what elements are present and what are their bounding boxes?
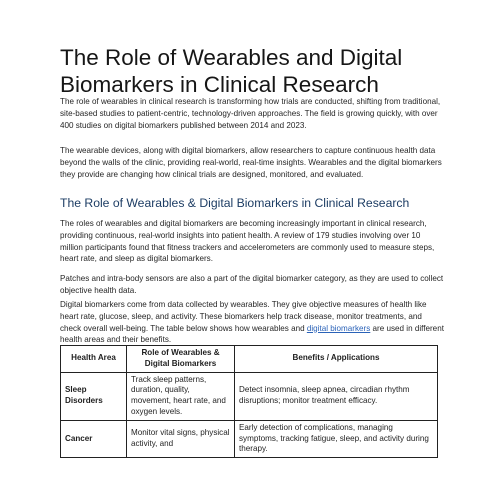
table-header-row (61, 346, 438, 373)
section-paragraph-1: The roles of wearables and digital biomarkers are becoming increasingly important in clinical research, providing continuous, real-world insights into patient health. A review of 179 studies involving over 10 million participants found that fitness trackers and accelerometers are commonly used to measure steps, heart rate, and sleep as digital biomarkers. (60, 219, 435, 264)
section-heading: The Role of Wearables & Digital Biomarkers in Clinical Research (60, 196, 410, 210)
section-paragraph-2: Patches and intra-body sensors are also a part of the digital biomarker category, as they are used to collect objective health data. (60, 274, 444, 295)
title-line-1: The Role of Wearables and Digital (60, 45, 403, 70)
cell-benefit: Detect insomnia, sleep apnea, circadian rhythm disruptions; monitor treatment efficacy. (235, 372, 438, 420)
digital-biomarkers-link[interactable]: digital biomarkers (306, 323, 371, 333)
table-intro-text-before: Digital biomarkers come from data collected by wearables. They give objective measures of health like heart rate, glucose, sleep, and activity. These biomarkers help track disease, monitor treatments, and check overall well-being. The table below shows how wearables and (60, 300, 427, 333)
cell-role: Track sleep patterns, duration, quality, movement, heart rate, and oxygen levels. (127, 372, 235, 420)
header-benefits: Benefits / Applications (235, 346, 438, 373)
table-row (61, 420, 438, 457)
table-intro-text-after: are used in different health areas and their benefits. (60, 323, 444, 345)
cell-benefit: Early detection of complications, managing symptoms, tracking fatigue, sleep, and activity during therapy. (235, 420, 438, 457)
table-intro-paragraph (60, 299, 445, 346)
cell-health-area: Cancer (61, 420, 127, 457)
header-role: Role of Wearables & Digital Biomarkers (127, 346, 235, 373)
intro-paragraph-1: The role of wearables in clinical research is transforming how trials are conducted, shifting from traditional, site-based studies to patient-centric, technology-driven approaches. The field is growing quickly, with over 400 studies on digital biomarkers published between 2014 and 2023. (60, 97, 441, 130)
cell-role: Monitor vital signs, physical activity, and (127, 420, 235, 457)
header-health-area: Health Area (61, 346, 127, 373)
cell-health-area: Sleep Disorders (61, 372, 127, 420)
page-title (60, 44, 460, 98)
health-area-table (60, 345, 438, 458)
title-line-2: Biomarkers in Clinical Research (60, 72, 379, 97)
table-row (61, 372, 438, 420)
intro-paragraph-2: The wearable devices, along with digital biomarkers, allow researchers to capture continuous health data beyond the walls of the clinic, providing real-world, real-time insights. Wearables and the digital biomarkers they provide are changing how clinical trials are designed, monitored, and evaluated. (60, 146, 442, 179)
